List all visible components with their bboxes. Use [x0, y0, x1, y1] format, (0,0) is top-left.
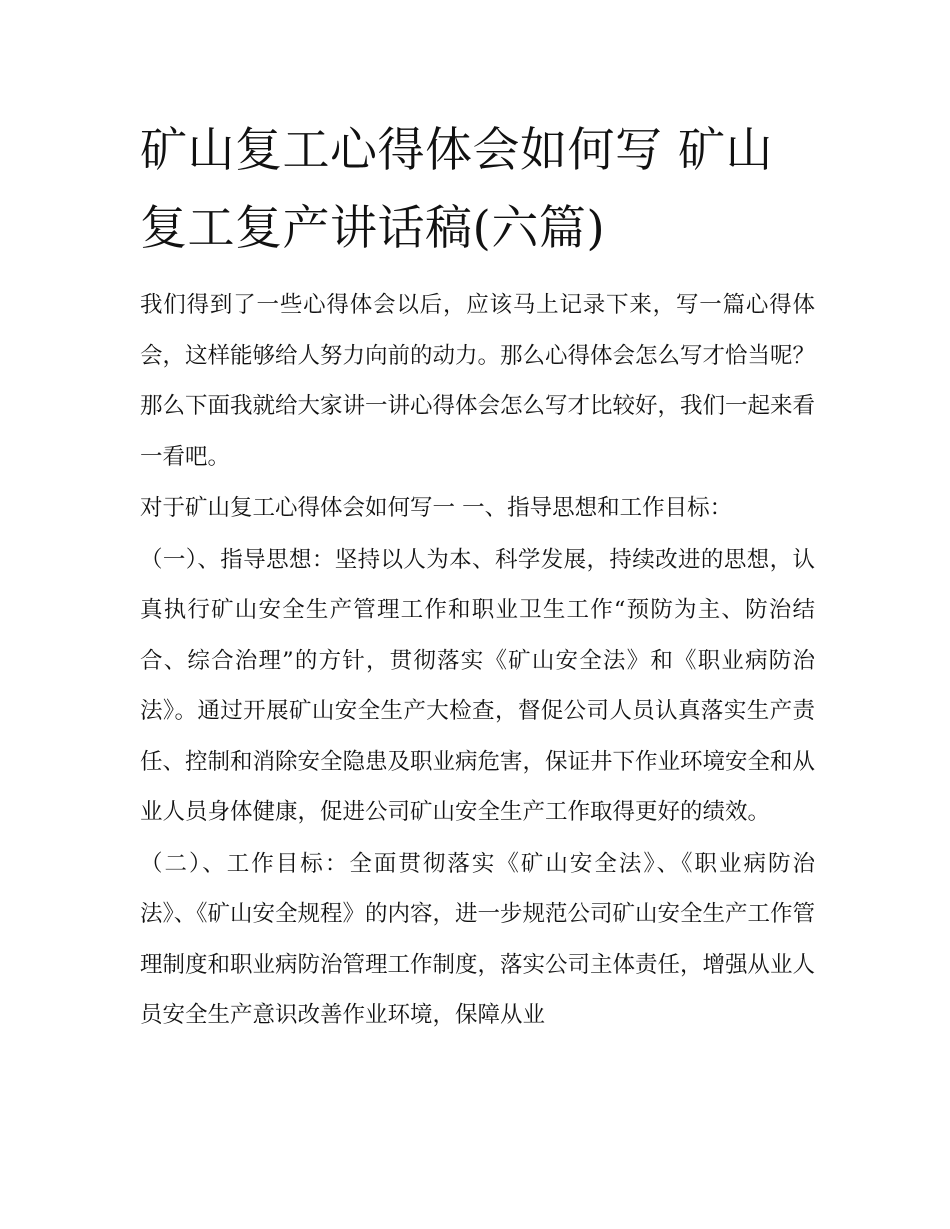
document-title: 矿山复工心得体会如何写 矿山复工复产讲话稿(六篇): [140, 123, 773, 256]
section-heading-paragraph: 对于矿山复工心得体会如何写一 一、指导思想和工作目标：: [140, 495, 733, 521]
work-goal-paragraph: （二）、工作目标：全面贯彻落实《矿山安全法》、《职业病防治法》、《矿山安全规程》的内容，进一步规范公司矿山安全生产工作管理制度和职业病防治管理工作制度，落实公司主体责任，增强从业人员安全生产意识改善作业环境，保障从业: [140, 850, 816, 1028]
document-page: [140, 112, 815, 1042]
guiding-thought-paragraph: （一）、指导思想：坚持以人为本、科学发展，持续改进的思想，认真执行矿山安全生产管理工作和职业卫生工作“预防为主、防治结合、综合治理”的方针，贯彻落实《矿山安全法》和《职业病防治法》。通过开展矿山安全生产大检查，督促公司人员认真落实生产责任、控制和消除安全隐患及职业病危害，保证井下作业环境安全和从业人员身体健康，促进公司矿山安全生产工作取得更好的绩效。: [140, 546, 816, 825]
intro-paragraph: 我们得到了一些心得体会以后，应该马上记录下来，写一篇心得体会，这样能够给人努力向前的动力。那么心得体会怎么写才恰当呢？那么下面我就给大家讲一讲心得体会怎么写才比较好，我们一起来看一看吧。: [140, 292, 816, 470]
